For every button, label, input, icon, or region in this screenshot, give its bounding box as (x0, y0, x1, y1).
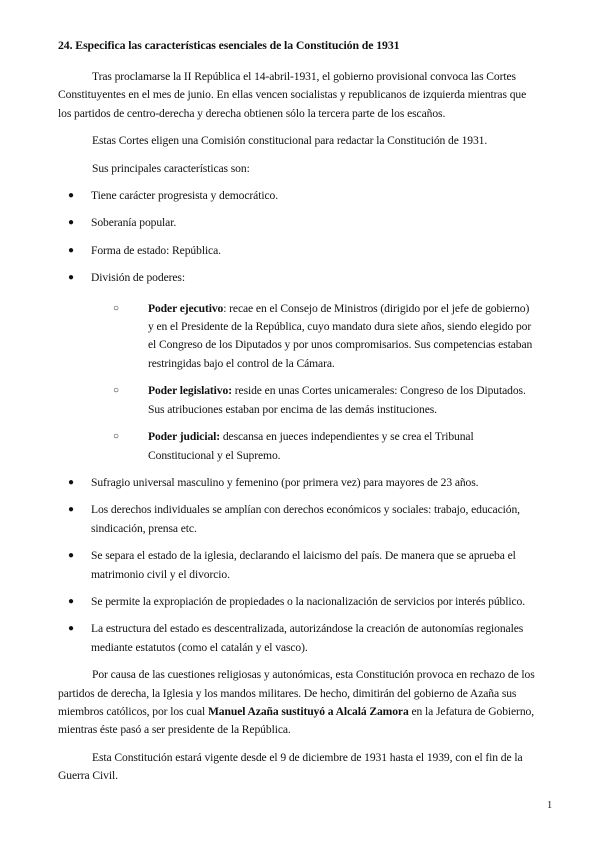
page-title: 24. Especifica las características esenciales de la Constitución de 1931 (58, 38, 400, 52)
list-item-text: Se separa el estado de la iglesia, declarando el laicismo del país. De manera que se aprueba el matrimonio civil y el divorcio. (91, 549, 516, 581)
list-item-text: Los derechos individuales se amplían con derechos económicos y sociales: trabajo, educación, sindicación, prensa etc. (91, 503, 520, 535)
legislative-power-text: reside en unas Cortes unicamerales: Congreso de los Diputados. Sus atribuciones estaban por encima de las demás instituciones. (148, 384, 526, 416)
rejection-bold-text: Manuel Azaña sustituyó a Alcalá Zamora (207, 704, 409, 718)
legislative-power-title: Poder legislativo: (148, 384, 232, 398)
bullet-icon: ● (68, 623, 74, 635)
list-item (58, 474, 535, 492)
executive-power-title: Poder ejecutivo (148, 301, 224, 315)
page-number: 1 (547, 800, 552, 811)
bullet-icon: ● (68, 504, 74, 516)
bullet-icon: ● (68, 190, 74, 202)
list-item (58, 269, 535, 465)
list-item-text: Tiene carácter progresista y democrático. (91, 189, 279, 203)
document-page (58, 38, 535, 795)
sub-list-item (111, 428, 535, 465)
list-item-text: Sufragio universal masculino y femenino (por primera vez) para mayores de 23 años. (91, 475, 479, 489)
list-item (58, 242, 535, 260)
judicial-power-text: descansa en jueces independientes y se crea el Tribunal Constitucional y el Supremo. (148, 430, 474, 462)
circle-bullet-icon: ○ (113, 302, 119, 314)
list-item (58, 187, 535, 205)
bullet-icon: ● (68, 244, 74, 256)
bullet-icon: ● (68, 550, 74, 562)
list-item (58, 501, 535, 538)
circle-bullet-icon: ○ (113, 431, 119, 443)
circle-bullet-icon: ○ (113, 385, 119, 397)
list-item-text: Se permite la expropiación de propiedades o la nacionalización de servicios por interés público. (91, 594, 526, 608)
list-item (58, 620, 535, 657)
rejection-text-after: en la Jefatura de Gobierno, mientras éste pasó a ser presidente de la República. (58, 704, 535, 737)
list-item-text: División de poderes: (91, 271, 185, 285)
bullet-icon: ● (68, 217, 74, 229)
bullet-icon: ● (68, 595, 74, 607)
rejection-text-before: Por causa de las cuestiones religiosas y autonómicas, esta Constitución provoca en rechazo de los partidos de derecha, la Iglesia y los mandos militares. De hecho, dimitirán del gobierno de Azaña sus miembros católicos, por los cual (58, 668, 535, 718)
list-item (58, 593, 535, 611)
list-item (58, 547, 535, 584)
bullet-icon: ● (68, 272, 74, 284)
powers-list (91, 300, 535, 465)
features-list (58, 187, 535, 657)
rejection-paragraph (58, 666, 535, 740)
list-item (58, 214, 535, 232)
commission-paragraph: Estas Cortes eligen una Comisión constitucional para redactar la Constitución de 1931. (92, 134, 488, 148)
features-intro: Sus principales características son: (92, 161, 250, 175)
list-item-text: Forma de estado: República. (91, 243, 221, 257)
bullet-icon: ● (68, 476, 74, 488)
closing-paragraph: Esta Constitución estará vigente desde el 9 de diciembre de 1931 hasta el 1939, con el fin de la Guerra Civil. (58, 750, 523, 783)
judicial-power-title: Poder judicial: (148, 430, 221, 444)
intro-paragraph: Tras proclamarse la II República el 14-abril-1931, el gobierno provisional convoca las Cortes Constituyentes en el mes de junio. En ellas vencen socialistas y republicanos de izquierda mientras que los partidos de centro-derecha y derecha obtienen sólo la tercera parte de los escaños. (58, 70, 527, 120)
list-item-text: La estructura del estado es descentralizada, autorizándose la creación de autonomías regionales mediante estatutos (como el catalán y el vasco). (91, 622, 524, 654)
list-item-text: Soberanía popular. (91, 216, 177, 230)
sub-list-item (111, 382, 535, 419)
sub-list-item (111, 300, 535, 374)
executive-power-text: : recae en el Consejo de Ministros (dirigido por el jefe de gobierno) y en el Presidente de la República, cuyo mandato dura siete años, siendo elegido por el Congreso de los Diputados y por unos compromisarios. Sus competencias estaban restringidas bajo el control de la Cámara. (148, 301, 533, 370)
